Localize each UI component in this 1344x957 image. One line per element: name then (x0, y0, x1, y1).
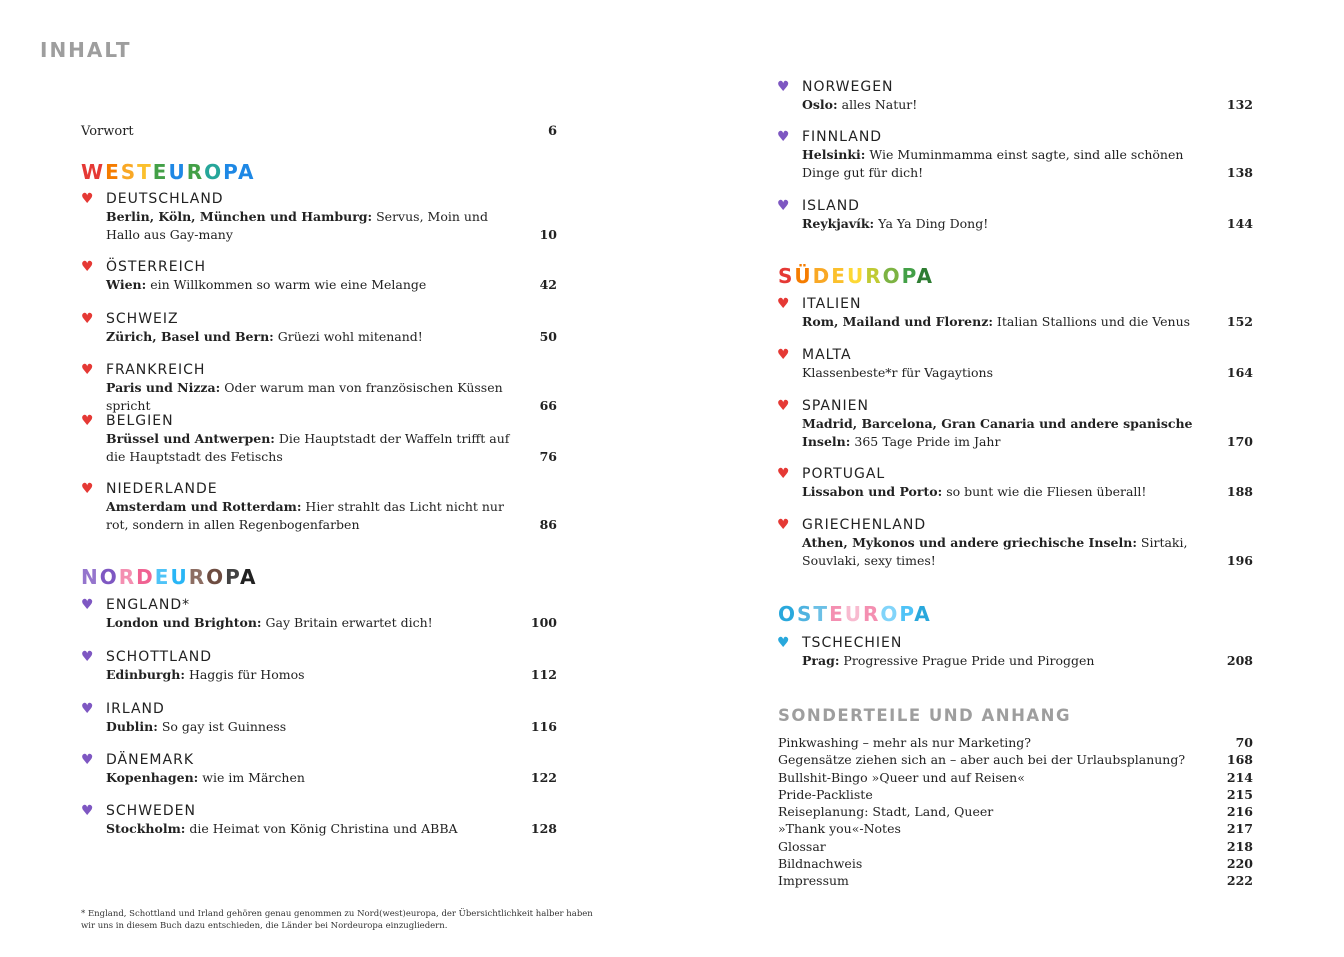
toc-entry[interactable] (81, 311, 557, 346)
country-name: SPANIEN (802, 398, 869, 414)
region-heading-letter: T (813, 602, 830, 626)
entry-description: Madrid, Barcelona, Gran Canaria und andere spanische Inseln: 365 Tage Pride im Jahr (802, 416, 1193, 449)
sonderteil-label: Pride-Packliste (778, 786, 873, 802)
toc-entry[interactable] (81, 191, 557, 243)
toc-entry[interactable] (777, 296, 1253, 331)
region-heading-letter: D (136, 565, 155, 589)
page-number: 70 (1235, 735, 1253, 750)
region-heading-letter: P (901, 264, 917, 288)
heart-icon: ♥ (81, 597, 94, 613)
entry-description: Reykjavík: Ya Ya Ding Dong! (802, 216, 989, 231)
entry-description: Athen, Mykonos und andere griechische Inseln: Sirtaki, Souvlaki, sexy times! (802, 535, 1188, 568)
page-number: 144 (1226, 216, 1253, 231)
country-name: SCHOTTLAND (106, 649, 213, 665)
region-heading-letter: E (829, 602, 845, 626)
sonderteil-label: Bildnachweis (778, 856, 863, 872)
page-number: 152 (1226, 314, 1253, 329)
page-title: INHALT (40, 38, 132, 62)
toc-entry[interactable] (777, 79, 1253, 114)
entry-cities: Prag: (802, 653, 840, 668)
country-name: SCHWEIZ (106, 311, 179, 327)
sonderteil-entry[interactable] (778, 734, 1253, 751)
region-heading-letter: U (168, 160, 187, 184)
page-number: 214 (1226, 769, 1253, 785)
heart-icon: ♥ (81, 259, 94, 275)
sonderteile-list (778, 734, 1253, 890)
entry-cities: Zürich, Basel und Bern: (106, 329, 274, 344)
page-number: 164 (1226, 365, 1253, 380)
entry-cities: Paris und Nizza: (106, 380, 221, 395)
entry-description: Stockholm: die Heimat von König Christina und ABBA (106, 821, 458, 836)
toc-entry[interactable] (81, 259, 557, 294)
region-heading-letter: U (170, 565, 189, 589)
heart-icon: ♥ (81, 191, 94, 207)
region-heading-letter: O (204, 160, 224, 184)
toc-entry[interactable] (777, 398, 1253, 450)
heart-icon: ♥ (777, 296, 790, 312)
page-number: 50 (539, 329, 557, 344)
sonderteil-label: »Thank you«-Notes (778, 821, 901, 837)
country-name: DEUTSCHLAND (106, 191, 224, 207)
toc-entry[interactable] (777, 517, 1253, 569)
page-number: 138 (1226, 164, 1253, 180)
entry-cities: Rom, Mailand und Florenz: (802, 314, 993, 329)
region-heading-letter: S (797, 602, 814, 626)
region-heading-letter: D (812, 264, 832, 288)
country-name: ITALIEN (802, 296, 862, 312)
toc-entry[interactable] (81, 413, 557, 465)
sonderteil-label: Reiseplanung: Stadt, Land, Queer (778, 804, 994, 820)
region-heading-letter: P (223, 160, 238, 184)
page-number: 170 (1226, 433, 1253, 449)
heart-icon: ♥ (81, 701, 94, 717)
heart-icon: ♥ (777, 79, 790, 95)
country-name: FRANKREICH (106, 362, 206, 378)
heart-icon: ♥ (81, 413, 94, 429)
entry-cities: Berlin, Köln, München und Hamburg: (106, 209, 373, 224)
region-heading-letter: R (118, 565, 137, 589)
region-heading-letter: E (105, 160, 121, 184)
page-number: 220 (1226, 856, 1253, 872)
region-heading-letter: P (225, 565, 240, 589)
sonderteil-entry[interactable] (778, 769, 1253, 786)
page-number: 86 (539, 516, 557, 532)
region-heading-letter: O (882, 264, 902, 288)
page-number: 216 (1226, 804, 1253, 820)
entry-description: Wien: ein Willkommen so warm wie eine Melange (106, 277, 427, 292)
heart-icon: ♥ (777, 398, 790, 414)
sonderteil-label: Pinkwashing – mehr als nur Marketing? (778, 735, 1032, 750)
page-number: 128 (530, 821, 557, 836)
sonderteil-label: Gegensätze ziehen sich an – aber auch bei der Urlaubsplanung? (778, 752, 1186, 768)
toc-entry[interactable] (81, 362, 557, 414)
sonderteil-entry[interactable] (778, 872, 1253, 889)
heart-icon: ♥ (81, 752, 94, 768)
entry-description: Oslo: alles Natur! (802, 97, 918, 112)
page-number: 76 (539, 448, 557, 464)
page-number: 6 (547, 124, 557, 139)
page-number: 100 (530, 615, 557, 630)
region-heading-letter: A (237, 160, 256, 184)
page-number: 122 (530, 770, 557, 785)
entry-description: Kopenhagen: wie im Märchen (106, 770, 305, 785)
entry-description: Amsterdam und Rotterdam: Hier strahlt das Licht nicht nur rot, sondern in allen Regenbogenfarben (106, 499, 504, 532)
entry-cities: Athen, Mykonos und andere griechische Inseln: (802, 535, 1137, 550)
heart-icon: ♥ (777, 347, 790, 363)
entry-description: London und Brighton: Gay Britain erwartet dich! (106, 615, 433, 630)
page-number: 132 (1226, 97, 1253, 112)
region-heading-letter: P (899, 602, 915, 626)
heart-icon: ♥ (81, 803, 94, 819)
country-name: DÄNEMARK (106, 752, 194, 768)
toc-entry[interactable] (777, 129, 1253, 181)
entry-cities: Edinburgh: (106, 667, 185, 682)
entry-description: Dublin: So gay ist Guinness (106, 719, 287, 734)
page-number: 112 (530, 667, 557, 682)
entry-description: Prag: Progressive Prague Pride und Piroggen (802, 653, 1095, 668)
entry-cities: Amsterdam und Rotterdam: (106, 499, 302, 514)
entry-cities: Wien: (106, 277, 147, 292)
page-number: 10 (539, 226, 557, 242)
region-heading (81, 160, 255, 184)
region-heading-letter: U (844, 602, 863, 626)
region-heading-letter: Ü (794, 264, 813, 288)
sonderteil-entry[interactable] (778, 803, 1253, 820)
region-heading-letter: R (186, 160, 205, 184)
heart-icon: ♥ (81, 649, 94, 665)
page-number: 42 (539, 277, 557, 292)
page-number: 168 (1226, 752, 1253, 768)
country-name: MALTA (802, 347, 852, 363)
country-name: ISLAND (802, 198, 860, 214)
region-heading-letter: S (778, 264, 795, 288)
entry-description: Zürich, Basel und Bern: Grüezi wohl mitenand! (106, 329, 423, 344)
region-heading-letter: S (120, 160, 138, 184)
sonderteil-entry[interactable] (778, 786, 1253, 803)
country-name: FINNLAND (802, 129, 883, 145)
toc-entry[interactable] (777, 466, 1253, 501)
page-number: 116 (530, 719, 557, 734)
region-heading-letter: A (914, 602, 932, 626)
sonderteil-label: Bullshit-Bingo »Queer und auf Reisen« (778, 769, 1025, 785)
page-number: 217 (1226, 821, 1253, 837)
page-number: 66 (539, 397, 557, 413)
country-name: NIEDERLANDE (106, 481, 218, 497)
page-number: 222 (1226, 873, 1253, 889)
country-name: GRIECHENLAND (802, 517, 927, 533)
country-name: TSCHECHIEN (802, 635, 903, 651)
sonderteile-title: SONDERTEILE UND ANHANG (778, 706, 1072, 725)
country-name: BELGIEN (106, 413, 174, 429)
entry-cities: London und Brighton: (106, 615, 262, 630)
heart-icon: ♥ (81, 362, 94, 378)
heart-icon: ♥ (777, 198, 790, 214)
heart-icon: ♥ (777, 517, 790, 533)
entry-description: Lissabon und Porto: so bunt wie die Fliesen überall! (802, 484, 1147, 499)
toc-entry[interactable] (81, 649, 557, 684)
page-number: 218 (1226, 838, 1253, 854)
entry-cities: Stockholm: (106, 821, 186, 836)
toc-entry[interactable] (81, 597, 557, 632)
toc-entry[interactable] (81, 481, 557, 533)
region-heading-letter: O (99, 565, 119, 589)
heart-icon: ♥ (777, 466, 790, 482)
sonderteil-entry[interactable] (778, 751, 1253, 768)
country-name: ENGLAND* (106, 597, 191, 613)
page-number: 188 (1226, 484, 1253, 499)
entry-cities: Reykjavík: (802, 216, 875, 231)
page-number: 215 (1226, 786, 1253, 802)
entry-cities: Kopenhagen: (106, 770, 199, 785)
toc-entry[interactable] (777, 347, 1253, 382)
vorwort-label: Vorwort (81, 124, 134, 139)
entry-description: Klassenbeste*r für Vagaytions (802, 365, 993, 380)
country-name: PORTUGAL (802, 466, 886, 482)
region-heading-letter: R (865, 264, 883, 288)
sonderteil-entry[interactable] (778, 820, 1253, 837)
region-heading-letter: W (81, 160, 106, 184)
entry-description: Brüssel und Antwerpen: Die Hauptstadt der Waffeln trifft auf die Hauptstadt des Fetischs (106, 431, 510, 464)
region-heading-letter: E (154, 565, 171, 589)
entry-cities: Oslo: (802, 97, 838, 112)
heart-icon: ♥ (777, 129, 790, 145)
region-heading-letter: A (239, 565, 258, 589)
entry-cities: Dublin: (106, 719, 158, 734)
region-heading-letter: O (880, 602, 900, 626)
region-heading-letter: O (206, 565, 226, 589)
sonderteil-entry[interactable] (778, 838, 1253, 855)
heart-icon: ♥ (81, 311, 94, 327)
entry-cities: Helsinki: (802, 147, 866, 162)
region-heading-letter: E (152, 160, 169, 184)
region-heading (778, 264, 934, 288)
region-heading-letter: O (778, 602, 798, 626)
sonderteil-entry[interactable] (778, 855, 1253, 872)
region-heading-letter: R (188, 565, 207, 589)
region-heading-letter: R (863, 602, 881, 626)
entry-description: Berlin, Köln, München und Hamburg: Servus, Moin und Hallo aus Gay-many (106, 209, 488, 242)
toc-entry[interactable] (81, 752, 557, 787)
region-heading-letter: A (916, 264, 934, 288)
entry-cities: Brüssel und Antwerpen: (106, 431, 275, 446)
sonderteil-label: Glossar (778, 838, 826, 854)
toc-entry[interactable] (81, 803, 557, 838)
entry-description: Rom, Mailand und Florenz: Italian Stallions und die Venus (802, 314, 1191, 329)
toc-entry[interactable] (777, 635, 1253, 670)
region-heading-letter: U (846, 264, 866, 288)
heart-icon: ♥ (777, 635, 790, 651)
region-heading-letter: N (81, 565, 100, 589)
page-number: 208 (1226, 653, 1253, 668)
entry-cities: Madrid, Barcelona, Gran Canaria und andere spanische Inseln: (802, 416, 1193, 449)
country-name: NORWEGEN (802, 79, 894, 95)
country-name: IRLAND (106, 701, 165, 717)
sonderteil-label: Impressum (778, 873, 849, 889)
region-heading-letter: E (831, 264, 847, 288)
heart-icon: ♥ (81, 481, 94, 497)
toc-entry-vorwort[interactable] (81, 124, 557, 139)
page-number: 196 (1226, 552, 1253, 568)
region-heading (81, 565, 257, 589)
region-heading (778, 602, 932, 626)
toc-entry[interactable] (81, 701, 557, 736)
footnote: * England, Schottland und Irland gehören genau genommen zu Nord(west)europa, der Übersichtlichkeit halber haben wir uns in diesem Buch dazu entschieden, die Länder bei Nordeuropa einzugliedern. (81, 909, 593, 931)
country-name: ÖSTERREICH (106, 259, 207, 275)
country-name: SCHWEDEN (106, 803, 196, 819)
entry-description: Helsinki: Wie Muminmamma einst sagte, sind alle schönen Dinge gut für dich! (802, 147, 1184, 180)
entry-cities: Lissabon und Porto: (802, 484, 943, 499)
region-heading-letter: T (137, 160, 153, 184)
entry-description: Paris und Nizza: Oder warum man von französischen Küssen spricht (106, 380, 503, 413)
entry-description: Edinburgh: Haggis für Homos (106, 667, 305, 682)
toc-entry[interactable] (777, 198, 1253, 233)
